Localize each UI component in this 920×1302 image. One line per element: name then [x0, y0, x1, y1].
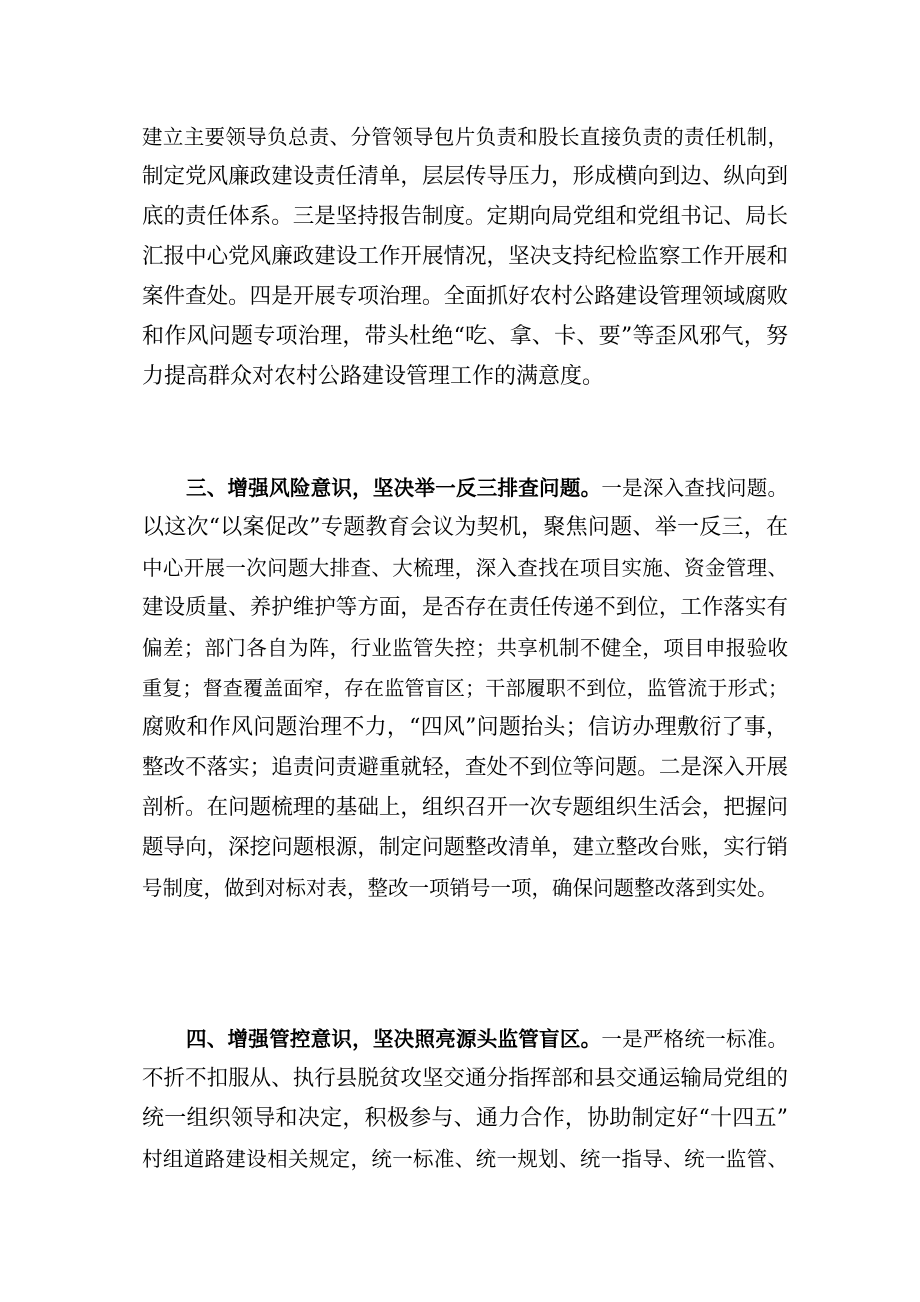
- paragraph-first-line: [142, 1019, 788, 1059]
- text-line: 建设质量、养护维护等方面，是否存在责任传递不到位，工作落实有: [142, 595, 788, 620]
- text-line: 建立主要领导负总责、分管领导包片负责和股长直接负责的责任机制，: [142, 125, 788, 149]
- text-line: 底的责任体系。三是坚持报告制度。定期向局党组和党组书记、局长: [142, 204, 788, 229]
- text-line: 腐败和作风问题治理不力，“四风”问题抬头；信访办理敷衍了事，: [142, 715, 788, 740]
- text-line: 中心开展一次问题大排查、大梳理，深入查找在项目实施、资金管理、: [142, 556, 788, 580]
- paragraph-risk-awareness: [142, 468, 788, 908]
- paragraph-first-line: [142, 468, 788, 508]
- text-line: 力提高群众对农村公路建设管理工作的满意度。: [142, 364, 605, 389]
- paragraph-control-awareness: [142, 1019, 788, 1179]
- text-line: 不折不扣服从、执行县脱贫攻坚交通分指挥部和县交通运输局党组的: [142, 1066, 788, 1091]
- text-line: 号制度，做到对标对表，整改一项销号一项，确保问题整改落到实处。: [142, 876, 778, 900]
- text-line: 汇报中心党风廉政建设工作开展情况，坚决支持纪检监察工作开展和: [142, 244, 788, 269]
- text-line: 制定党风廉政建设责任清单，层层传导压力，形成横向到边、纵向到: [142, 164, 788, 189]
- paragraph-responsibility: [142, 117, 788, 397]
- section-heading: 三、增强风险意识，坚决举一反三排查问题。: [186, 476, 602, 500]
- text-line: 和作风问题专项治理，带头杜绝“吃、拿、卡、要”等歪风邪气，努: [142, 324, 788, 349]
- text-line: 整改不落实；追责问责避重就轻，查处不到位等问题。二是深入开展: [142, 755, 788, 780]
- text-line: 村组道路建设相关规定，统一标准、统一规划、统一指导、统一监管、: [142, 1147, 788, 1171]
- text-line: 重复；督查覆盖面窄，存在监管盲区；干部履职不到位，监管流于形式；: [142, 676, 788, 700]
- heading-continuation: 一是深入查找问题。: [601, 476, 788, 500]
- text-line: 以这次“以案促改”专题教育会议为契机，聚焦问题、举一反三，在: [142, 515, 788, 540]
- text-line: 案件查处。四是开展专项治理。全面抓好农村公路建设管理领域腐败: [142, 284, 788, 309]
- text-line: 题导向，深挖问题根源，制定问题整改清单，建立整改台账，实行销: [142, 835, 788, 860]
- text-line: 剖析。在问题梳理的基础上，组织召开一次专题组织生活会，把握问: [142, 795, 788, 820]
- heading-continuation: 一是严格统一标准。: [601, 1027, 788, 1051]
- text-line: 统一组织领导和决定，积极参与、通力合作，协助制定好“十四五”: [142, 1106, 788, 1131]
- section-heading: 四、增强管控意识，坚决照亮源头监管盲区。: [186, 1027, 602, 1051]
- text-line: 偏差；部门各自为阵，行业监管失控；共享机制不健全，项目申报验收: [142, 636, 788, 660]
